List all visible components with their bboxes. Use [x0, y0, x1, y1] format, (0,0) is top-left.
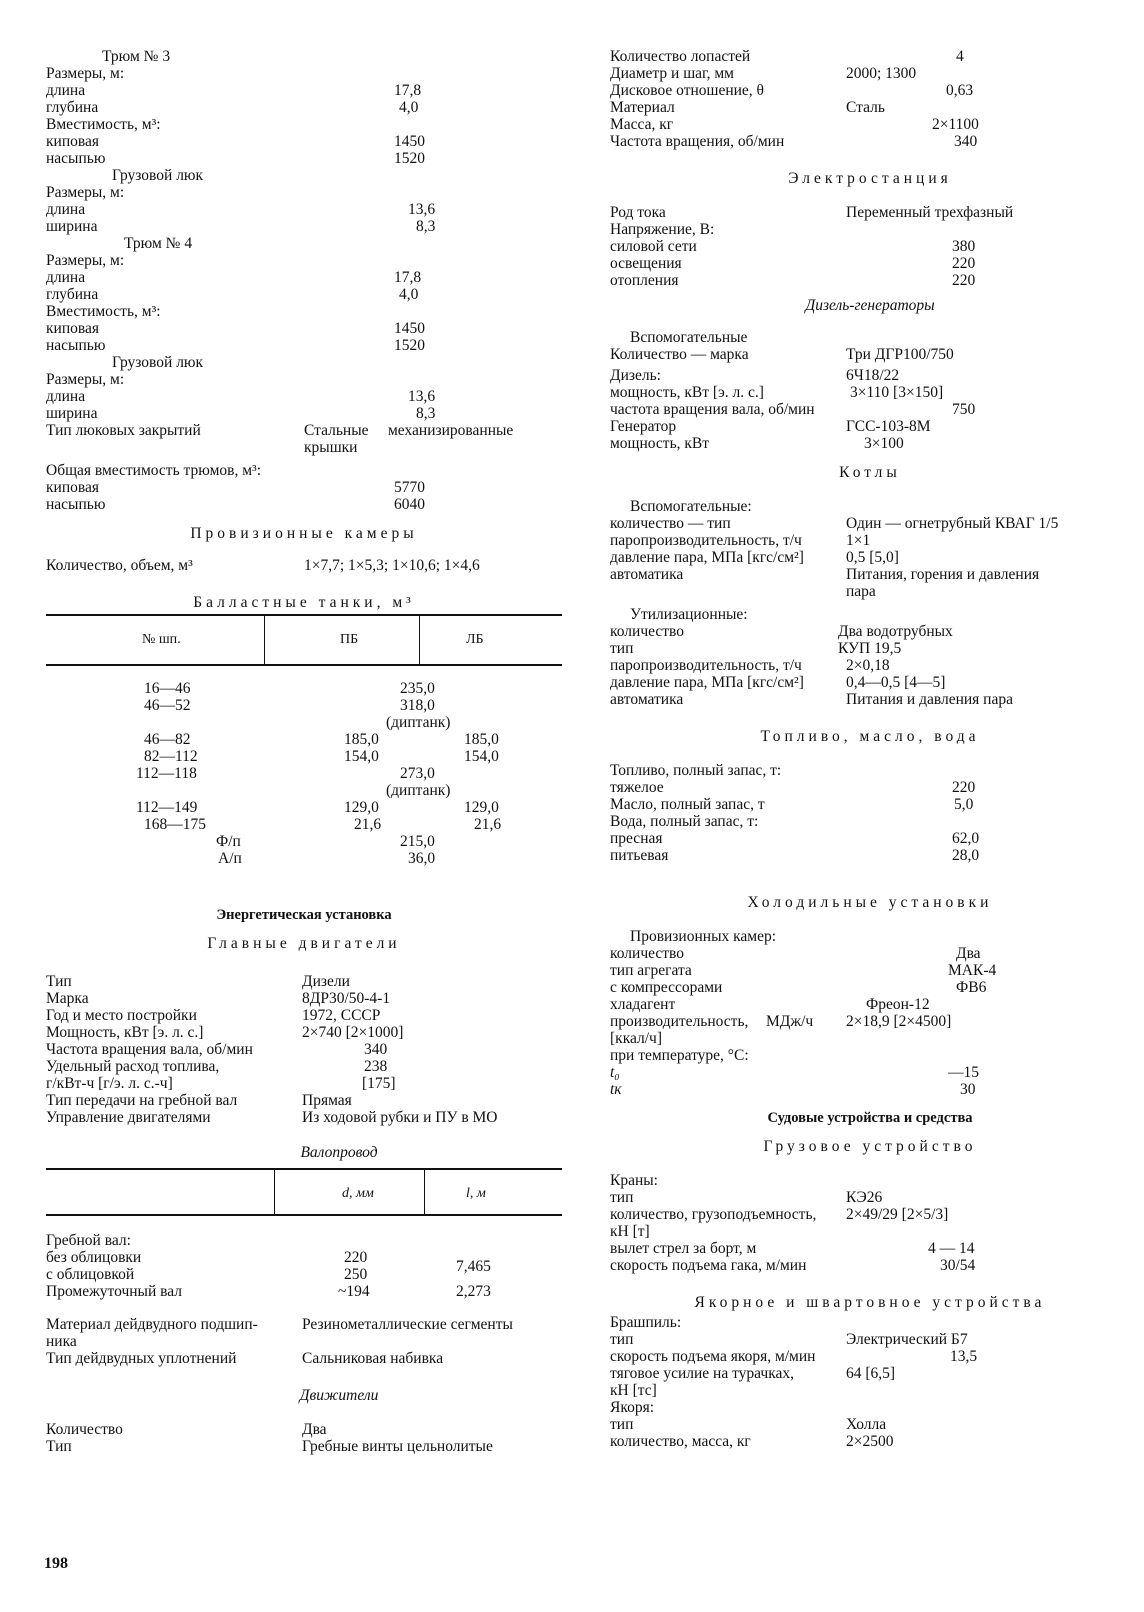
label: длина: [46, 269, 86, 286]
label: киповая: [46, 133, 99, 150]
label: Вспомогательные:: [630, 498, 752, 515]
label: производительность,: [610, 1013, 749, 1030]
label: Якоря:: [610, 1399, 655, 1416]
label: Частота вращения вала, об/мин: [46, 1041, 253, 1058]
value: Гребные винты цельнолитые: [302, 1438, 493, 1455]
label: Брашпиль:: [610, 1314, 682, 1331]
cell: 36,0: [408, 850, 436, 867]
label: тяговое усилие на турачках,: [610, 1365, 795, 1382]
value: 220: [952, 779, 976, 796]
value: 250: [344, 1266, 368, 1283]
value: МДж/ч: [766, 1013, 814, 1030]
value: 30: [960, 1081, 976, 1098]
label: количество, масса, кг: [610, 1433, 751, 1450]
value: 2000; 1300: [846, 65, 917, 82]
label: насыпью: [46, 150, 106, 167]
value: Фреон-12: [866, 996, 930, 1013]
label: паропроизводительность, т/ч: [610, 532, 802, 549]
table-row: [46, 748, 562, 765]
table-row: [46, 799, 562, 816]
label: освещения: [610, 255, 682, 272]
table-row: [46, 697, 562, 714]
hold4-title: Трюм № 4: [124, 235, 193, 252]
ballast-title: Балластные танки, м³: [193, 594, 415, 611]
label: хладагент: [610, 996, 676, 1013]
label: количество: [610, 945, 684, 962]
label: киповая: [46, 320, 99, 337]
value: 1450: [394, 320, 425, 337]
value: Сталь: [846, 99, 885, 116]
label: глубина: [46, 286, 99, 303]
label: скорость подъема якоря, м/мин: [610, 1348, 816, 1365]
hold3-title: Трюм № 3: [102, 48, 171, 65]
cell: 16—46: [144, 680, 191, 697]
cell: 185,0: [464, 731, 499, 748]
value: крышки: [304, 439, 358, 456]
value: 0,63: [946, 82, 974, 99]
value: 220: [344, 1249, 368, 1266]
label: давление пара, МПа [кгс/см²]: [610, 674, 804, 691]
value: 2×18,9 [2×4500]: [846, 1013, 952, 1030]
value: ГСС-103-8М: [846, 418, 931, 435]
cell: 273,0: [400, 765, 435, 782]
energy-title: Энергетическая установка: [216, 907, 392, 923]
table-row: [46, 680, 562, 697]
column-header: ПБ: [340, 632, 359, 647]
label: ника: [46, 1333, 77, 1350]
value: 2×740 [2×1000]: [302, 1024, 404, 1041]
value: Два водотрубных: [838, 623, 953, 640]
label: вылет стрел за борт, м: [610, 1240, 757, 1257]
label: Топливо, полный запас, т:: [610, 762, 782, 779]
label: Размеры, м:: [46, 65, 125, 82]
label: ширина: [46, 218, 98, 235]
label: пресная: [610, 830, 663, 847]
value: 1520: [394, 337, 425, 354]
value: 28,0: [952, 847, 980, 864]
shaft-table-header: [46, 1168, 562, 1216]
label: Тип передачи на гребной вал: [46, 1092, 238, 1109]
label: Количество: [46, 1421, 123, 1438]
label: Генератор: [610, 418, 677, 435]
label: Дизель:: [610, 367, 661, 384]
value: 2×2500: [846, 1433, 894, 1450]
label: мощность, кВт [э. л. с.]: [610, 384, 764, 401]
label: Марка: [46, 990, 89, 1007]
table-row: [46, 816, 562, 833]
value: 7,465: [456, 1258, 491, 1275]
ballast-table-header: [46, 614, 562, 666]
label: кН [тс]: [610, 1382, 657, 1399]
label: питьевая: [610, 847, 669, 864]
value: 0,5 [5,0]: [846, 549, 899, 566]
table-row: [46, 765, 562, 782]
cell: 235,0: [400, 680, 435, 697]
value: 340: [954, 133, 978, 150]
value: 1972, СССР: [302, 1007, 381, 1024]
value: 2×0,18: [846, 657, 890, 674]
value: КУП 19,5: [838, 640, 902, 657]
value: Холла: [846, 1416, 887, 1433]
value: Три ДГР100/750: [846, 346, 954, 363]
value: 1×1: [846, 532, 871, 549]
label: отопления: [610, 272, 679, 289]
label: тип: [610, 1331, 634, 1348]
value: 30/54: [940, 1257, 976, 1274]
label: tк: [610, 1081, 622, 1098]
label: без облицовки: [46, 1249, 142, 1266]
label: Частота вращения, об/мин: [610, 133, 785, 150]
label: Тип люковых закрытий: [46, 422, 201, 439]
page-number: 198: [44, 1555, 68, 1572]
divider: [419, 616, 420, 664]
value: Два: [956, 945, 981, 962]
value: 13,6: [408, 388, 436, 405]
label: Тип дейдвудных уплотнений: [46, 1350, 237, 1367]
column-header: № шп.: [142, 632, 181, 647]
label: Провизионных камер:: [630, 928, 777, 945]
value: Два: [302, 1421, 327, 1438]
label: скорость подъема гака, м/мин: [610, 1257, 807, 1274]
devices-title: Судовые устройства и средства: [767, 1110, 973, 1126]
value: 13,6: [408, 201, 436, 218]
cell: 185,0: [344, 731, 379, 748]
value: 64 [6,5]: [846, 1365, 896, 1382]
value: ФВ6: [956, 979, 987, 996]
label: Род тока: [610, 204, 666, 221]
value: 62,0: [952, 830, 980, 847]
value: 1520: [394, 150, 425, 167]
value: Дизели: [302, 973, 350, 990]
cell: 154,0: [344, 748, 379, 765]
label: Гребной вал:: [46, 1232, 131, 1249]
cell: 112—149: [136, 799, 198, 816]
label: Количество — марка: [610, 346, 749, 363]
label: паропроизводительность, т/ч: [610, 657, 802, 674]
cell: 21,6: [354, 816, 382, 833]
value: Прямая: [302, 1092, 352, 1109]
prov-title: Провизионные камеры: [190, 525, 418, 542]
value: 13,5: [950, 1348, 978, 1365]
value: МАК-4: [948, 962, 997, 979]
value: Питания, горения и давления: [846, 566, 1040, 583]
label: Количество, объем, м³: [46, 557, 193, 574]
label: Материал: [610, 99, 675, 116]
dg-title: Дизель-генераторы: [805, 297, 935, 314]
label: тип агрегата: [610, 962, 692, 979]
value: 3×100: [864, 435, 904, 452]
label: Вспомогательные: [630, 329, 748, 346]
engines-title: Главные двигатели: [207, 935, 401, 952]
label: длина: [46, 82, 86, 99]
label: киповая: [46, 479, 99, 496]
column-header: ЛБ: [466, 632, 484, 647]
label: тяжелое: [610, 779, 664, 796]
value: 380: [952, 238, 976, 255]
value: 750: [952, 401, 976, 418]
value: 1450: [394, 133, 425, 150]
value: 4: [956, 48, 964, 65]
value: 220: [952, 272, 976, 289]
value: Переменный трехфазный: [846, 204, 1014, 221]
boilers-title: Котлы: [839, 464, 901, 481]
label: силовой сети: [610, 238, 697, 255]
value: 8,3: [416, 405, 436, 422]
value: 2,273: [456, 1283, 491, 1300]
label: ширина: [46, 405, 98, 422]
label: Размеры, м:: [46, 184, 125, 201]
label: Общая вместимость трюмов, м³:: [46, 462, 261, 479]
value: Один — огнетрубный КВАГ 1/5: [846, 515, 1059, 532]
cell: 46—52: [144, 697, 191, 714]
hatch3-title: Грузовой люк: [112, 167, 204, 184]
fridge-title: Холодильные установки: [747, 894, 993, 911]
table-row: [46, 850, 562, 867]
value: 238: [364, 1058, 388, 1075]
label: частота вращения вала, об/мин: [610, 401, 815, 418]
value: 4 — 14: [928, 1240, 975, 1257]
value: 220: [952, 255, 976, 272]
value: ~194: [338, 1283, 370, 1300]
label: давление пара, МПа [кгс/см²]: [610, 549, 804, 566]
cell: (диптанк): [386, 714, 451, 731]
divider: [264, 616, 265, 664]
value: 3×110 [3×150]: [850, 384, 944, 401]
column-header: d, мм: [342, 1186, 374, 1201]
label: Масса, кг: [610, 116, 674, 133]
value: 4,0: [399, 99, 419, 116]
shaft-title: Валопровод: [300, 1144, 378, 1161]
table-row: [46, 833, 562, 850]
value: 5,0: [954, 796, 974, 813]
cell: 82—112: [144, 748, 198, 765]
label: Вместимость, м³:: [46, 303, 161, 320]
label: мощность, кВт: [610, 435, 710, 452]
value: 0,4—0,5 [4—5]: [846, 674, 946, 691]
table-row: [46, 731, 562, 748]
label: t₀: [610, 1064, 620, 1081]
label: Год и место постройки: [46, 1007, 197, 1024]
anchor-title: Якорное и швартовное устройства: [694, 1294, 1046, 1311]
label: с компрессорами: [610, 979, 723, 996]
value: Стальные: [304, 422, 369, 439]
cell: Ф/п: [216, 833, 241, 850]
label: Масло, полный запас, т: [610, 796, 765, 813]
label: Вместимость, м³:: [46, 116, 161, 133]
label: г/кВт-ч [г/э. л. с.-ч]: [46, 1075, 173, 1092]
value: Питания и давления пара: [846, 691, 1013, 708]
value: Из ходовой рубки и ПУ в МО: [302, 1109, 498, 1126]
value: 4,0: [399, 286, 419, 303]
label: количество: [610, 623, 684, 640]
column-header: l, м: [466, 1186, 486, 1201]
value: КЭ26: [846, 1189, 883, 1206]
label: [ккал/ч]: [610, 1030, 663, 1047]
value: 340: [364, 1041, 388, 1058]
value: пара: [846, 583, 876, 600]
value: 1×7,7; 1×5,3; 1×10,6; 1×4,6: [304, 557, 480, 574]
label: количество — тип: [610, 515, 731, 532]
cell: 129,0: [464, 799, 499, 816]
divider: [274, 1170, 275, 1214]
label: Удельный расход топлива,: [46, 1058, 220, 1075]
label: автоматика: [610, 566, 684, 583]
props-title: Движители: [299, 1387, 379, 1404]
power-plant-title: Электростанция: [788, 170, 952, 187]
label: Диаметр и шаг, мм: [610, 65, 734, 82]
hatch4-title: Грузовой люк: [112, 354, 204, 371]
label: насыпью: [46, 496, 106, 513]
label: длина: [46, 201, 86, 218]
cell: 112—118: [136, 765, 197, 782]
value: 6040: [394, 496, 425, 513]
label: Вода, полный запас, т:: [610, 813, 759, 830]
cell: (диптанк): [386, 782, 451, 799]
value: 17,8: [394, 82, 422, 99]
divider: [424, 1170, 425, 1214]
label: Дисковое отношение, θ: [610, 82, 764, 99]
value: 17,8: [394, 269, 422, 286]
cell: 168—175: [144, 816, 206, 833]
value: —15: [948, 1064, 979, 1081]
label: Количество лопастей: [610, 48, 751, 65]
label: Размеры, м:: [46, 252, 125, 269]
cell: 318,0: [400, 697, 435, 714]
cell: 46—82: [144, 731, 191, 748]
label: Промежуточный вал: [46, 1283, 183, 1300]
label: при температуре, °C:: [610, 1047, 749, 1064]
label: Краны:: [610, 1172, 658, 1189]
label: автоматика: [610, 691, 684, 708]
value: 8,3: [416, 218, 436, 235]
label: Напряжение, В:: [610, 221, 715, 238]
cell: 215,0: [400, 833, 435, 850]
value: Электрический Б7: [846, 1331, 968, 1348]
value: 6Ч18/22: [846, 367, 900, 384]
cell: А/п: [218, 850, 242, 867]
label: длина: [46, 388, 86, 405]
value: механизированные: [388, 422, 514, 439]
cell: 154,0: [464, 748, 499, 765]
label: глубина: [46, 99, 99, 116]
value: Сальниковая набивка: [302, 1350, 444, 1367]
label: Тип: [46, 973, 72, 990]
table-row: [46, 714, 562, 731]
value: 2×49/29 [2×5/3]: [846, 1206, 949, 1223]
cargo-title: Грузовое устройство: [763, 1138, 977, 1155]
value: 2×1100: [932, 116, 979, 133]
label: количество, грузоподъемность,: [610, 1206, 817, 1223]
cell: 129,0: [344, 799, 379, 816]
value: Резинометаллические сегменты: [302, 1316, 513, 1333]
left-column: [46, 48, 562, 1455]
label: насыпью: [46, 337, 106, 354]
label: тип: [610, 1416, 634, 1433]
right-column: [610, 48, 1130, 1450]
label: Материал дейдвудного подшип-: [46, 1316, 258, 1333]
label: Мощность, кВт [э. л. с.]: [46, 1024, 204, 1041]
value: 8ДР30/50-4-1: [302, 990, 391, 1007]
label: Утилизационные:: [630, 606, 748, 623]
label: Тип: [46, 1438, 72, 1455]
cell: 21,6: [474, 816, 502, 833]
label: тип: [610, 640, 634, 657]
label: Управление двигателями: [46, 1109, 211, 1126]
fuel-title: Топливо, масло, вода: [760, 728, 980, 745]
value: [175]: [362, 1075, 396, 1092]
label: тип: [610, 1189, 634, 1206]
label: Размеры, м:: [46, 371, 125, 388]
label: кН [т]: [610, 1223, 650, 1240]
value: 5770: [394, 479, 425, 496]
table-row: [46, 782, 562, 799]
label: с облицовкой: [46, 1266, 135, 1283]
